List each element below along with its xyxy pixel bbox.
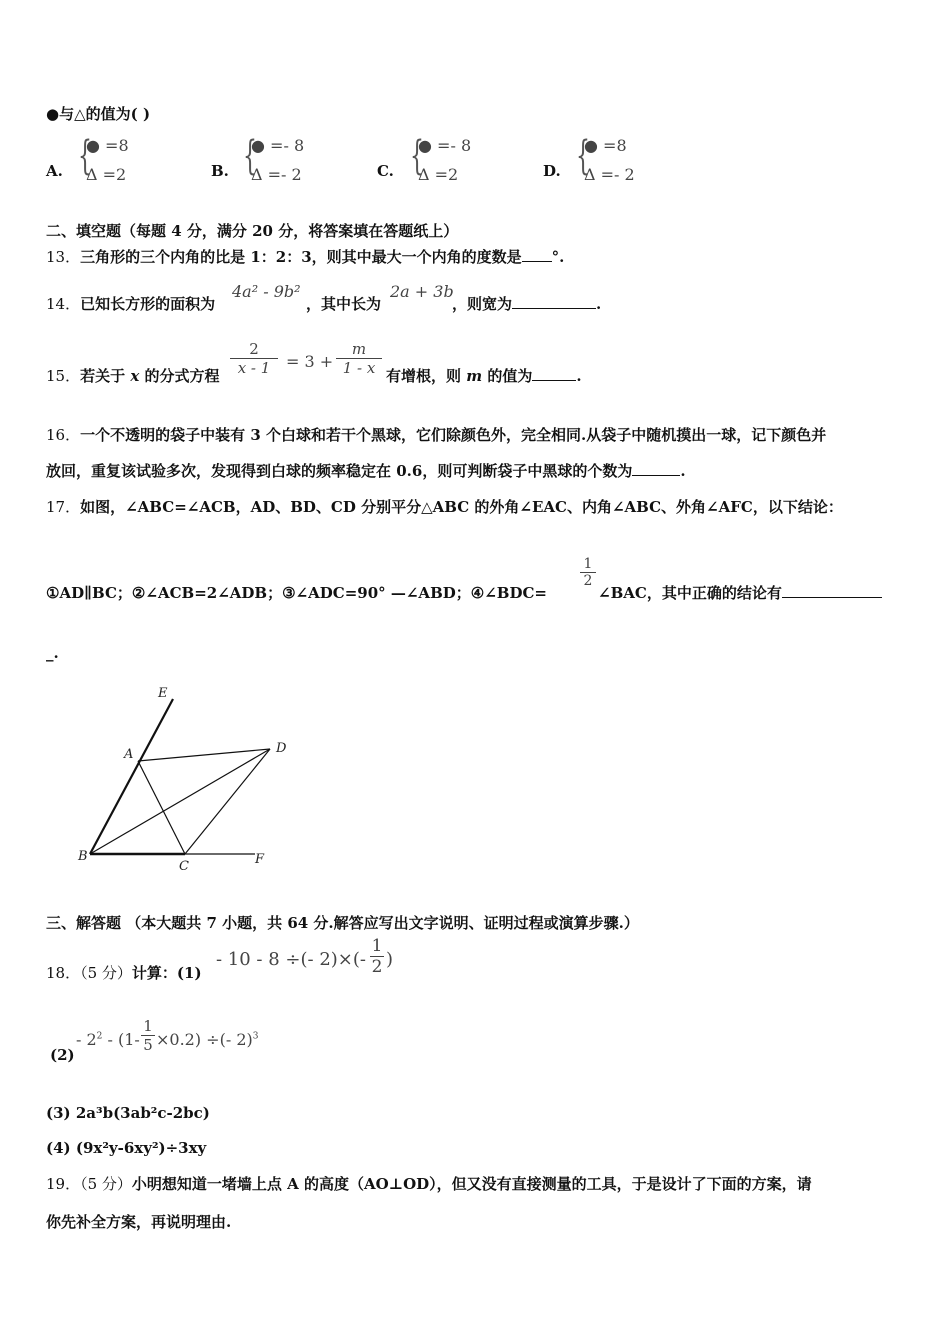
q16-line1-text: 一个不透明的袋子中装有 3 个白球和若干个黑球，它们除颜色外，完全相同.从袋子中随机摸出一球，记下颜色并 <box>80 426 827 444</box>
q15-post-group <box>386 365 582 386</box>
q18-label2: (2) <box>50 1046 75 1064</box>
question-15 <box>46 365 220 386</box>
q18-expr1: - 10 - 8 ÷(- 2)×(- <box>216 949 366 970</box>
q15-f2-numerator: m <box>351 340 367 358</box>
q14-answer-blank[interactable] <box>512 294 596 309</box>
q18-label1: 计算：(1) <box>131 964 202 982</box>
q18-expr2a-exponent: 2 <box>96 1031 103 1042</box>
q15-f2-denominator: 1 - x <box>342 359 376 377</box>
option-d-row2: Δ =- 2 <box>584 165 635 184</box>
q18-expr1-numerator: 1 <box>371 936 383 956</box>
q19-line2: 你先补全方案，再说明理由. <box>46 1213 232 1231</box>
q18-expr2c-exponent: 3 <box>252 1031 259 1042</box>
q15-var-x: x <box>130 367 140 385</box>
section-3-title: 三、解答题 （本大题共 7 小题，共 64 分.解答应写出文字说明、证明过程或演算步骤.） <box>46 914 639 932</box>
q15-post: 有增根，则 <box>386 367 462 385</box>
q14-post: ，则宽为 <box>452 295 513 313</box>
segment-cd <box>185 749 270 854</box>
q16-line1 <box>46 424 826 445</box>
q18-item3: (3) 2a³b(3ab²c-2bc) <box>46 1104 210 1122</box>
q14-length-expression: 2a + 3b <box>390 282 454 301</box>
section-2-title: 二、填空题（每题 4 分，满分 20 分，将答案填在答题纸上） <box>46 222 459 240</box>
q14-post-group <box>452 293 601 314</box>
q18-expr2-numerator: 1 <box>143 1017 153 1035</box>
q18-expr2-fraction <box>141 1017 155 1054</box>
q15-mid: 的分式方程 <box>144 367 220 385</box>
q14-number: 14． <box>46 295 81 313</box>
option-b-system <box>243 133 333 190</box>
q18-header <box>46 962 202 983</box>
q17-line3: _. <box>46 644 59 662</box>
q15-pre: 若关于 <box>80 367 126 385</box>
q15-fraction-1 <box>230 340 278 377</box>
option-c-row1: ● =- 8 <box>418 136 472 155</box>
brace-icon: { <box>243 133 257 179</box>
q15-post2: 的值为 <box>487 367 533 385</box>
line-be <box>90 699 173 854</box>
option-a-label: A. <box>46 162 63 180</box>
q19-score: （5 分） <box>80 1175 132 1193</box>
option-d-label: D. <box>543 162 561 180</box>
q14-pre: 已知长方形的面积为 <box>80 295 216 313</box>
label-f: F <box>255 852 265 867</box>
q16-line2-text: 放回，重复该试验多次，发现得到白球的频率稳定在 0.6，则可判断袋子中黑球的个数为 <box>46 462 633 480</box>
q13-tail: °. <box>551 248 565 266</box>
q19-line1-text: 小明想知道一堵墙上点 A 的高度（AO⊥OD），但又没有直接测量的工具，于是设计了下面的方案，请 <box>131 1175 812 1193</box>
q18-score: （5 分） <box>80 964 132 982</box>
q14-area-expression: 4a² - 9b² <box>232 282 301 301</box>
q15-number: 15． <box>46 367 81 385</box>
q18-expr2a: - 2 <box>76 1030 97 1049</box>
label-a: A <box>124 747 134 762</box>
option-a-row1: ● =8 <box>86 136 129 155</box>
q13-number: 13． <box>46 248 81 266</box>
q14-mid: ，其中长为 <box>306 295 382 313</box>
option-b-row2: Δ =- 2 <box>251 165 302 184</box>
q17-geometry-figure <box>70 680 300 880</box>
q18-expr2-part1 <box>76 1030 140 1049</box>
q14-tail: . <box>596 295 602 313</box>
option-c-row2: Δ =2 <box>418 165 459 184</box>
option-d-system <box>576 133 666 190</box>
q19-line1 <box>46 1173 812 1194</box>
q15-f1-numerator: 2 <box>249 340 259 358</box>
q17-number: 17． <box>46 498 81 516</box>
q18-expr2-denominator: 5 <box>143 1036 153 1054</box>
q17-half-denominator: 2 <box>583 573 593 589</box>
q17-line2-part2-group <box>598 582 882 603</box>
q15-equals: = 3 + <box>286 352 334 371</box>
q18-expr2c: ×0.2) ÷(- 2) <box>156 1030 253 1049</box>
question-13 <box>46 246 564 267</box>
q16-answer-blank[interactable] <box>632 461 680 476</box>
option-b-label: B. <box>211 162 229 180</box>
q15-fraction-2 <box>336 340 382 377</box>
label-e: E <box>158 686 168 701</box>
q17-half-fraction <box>580 556 596 589</box>
q18-expr2-part2 <box>156 1030 258 1049</box>
label-b: B <box>78 849 88 864</box>
brace-icon: { <box>410 133 424 179</box>
option-c-system <box>410 133 500 190</box>
option-d-row1: ● =8 <box>584 136 627 155</box>
q15-f1-denominator: x - 1 <box>237 359 271 377</box>
q18-number: 18． <box>46 964 81 982</box>
q16-tail: . <box>680 462 686 480</box>
question-14 <box>46 293 215 314</box>
q16-number: 16． <box>46 426 81 444</box>
q15-var-m: m <box>466 367 483 385</box>
q17-line2-part2: ∠BAC，其中正确的结论有 <box>598 584 782 602</box>
q17-line2-part1: ①AD∥BC；②∠ACB=2∠ADB；③∠ADC=90° —∠ABD；④∠BDC= <box>46 584 547 602</box>
label-d: D <box>276 741 287 756</box>
q17-half-numerator: 1 <box>583 556 593 572</box>
q17-answer-blank[interactable] <box>782 583 882 598</box>
q18-expr1-close: ) <box>386 949 394 970</box>
option-a-row2: Δ =2 <box>86 165 127 184</box>
q15-answer-blank[interactable] <box>532 366 576 381</box>
q19-number: 19． <box>46 1175 81 1193</box>
q18-item4: (4) (9x²y-6xy²)÷3xy <box>46 1139 207 1157</box>
q17-line1 <box>46 496 843 517</box>
q18-expr1-denominator: 2 <box>371 957 383 977</box>
q18-expr2b: - (1- <box>102 1030 140 1049</box>
q12-stem: ●与△的值为( ) <box>46 105 151 123</box>
option-a-system <box>78 133 158 190</box>
q13-text: 三角形的三个内角的比是 1：2：3，则其中最大一个内角的度数是 <box>80 248 522 266</box>
segment-ad <box>138 749 270 761</box>
option-c-label: C. <box>377 162 394 180</box>
q18-expr1-fraction <box>370 936 384 977</box>
brace-icon: { <box>78 133 92 179</box>
q16-line2 <box>46 460 686 481</box>
brace-icon: { <box>576 133 590 179</box>
label-c: C <box>179 859 189 874</box>
segment-ac <box>138 761 185 854</box>
q13-answer-blank[interactable] <box>522 247 552 262</box>
q17-line1-text: 如图，∠ABC=∠ACB，AD、BD、CD 分别平分△ABC 的外角∠EAC、内角∠ABC、外角∠AFC，以下结论： <box>80 498 843 516</box>
option-b-row1: ● =- 8 <box>251 136 305 155</box>
q15-tail: . <box>576 367 582 385</box>
